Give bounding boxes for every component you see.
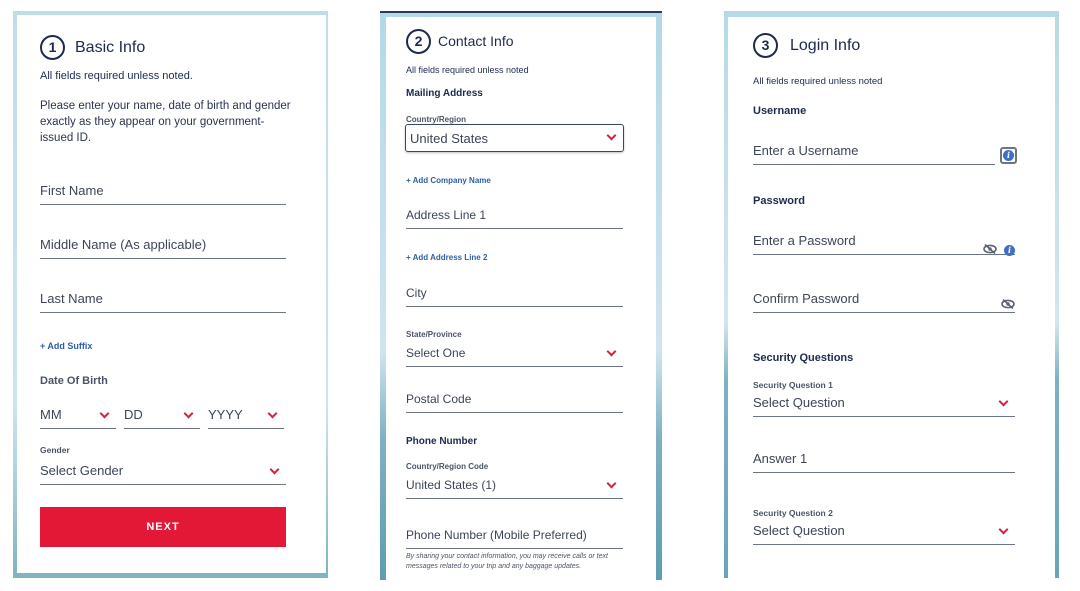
contact-info-title: Contact Info [438, 33, 514, 49]
chevron-down-icon [999, 525, 1009, 535]
dob-month-select[interactable] [40, 403, 116, 429]
city-input[interactable] [406, 281, 623, 307]
basic-info-title: Basic Info [75, 39, 146, 56]
phone-number-input[interactable] [406, 523, 623, 549]
login-info-title: Login Info [790, 37, 861, 54]
mailing-address-heading: Mailing Address [406, 88, 483, 99]
step-3-badge: 3 [753, 33, 778, 58]
first-name-placeholder: First Name [40, 183, 104, 198]
address-line-1-input[interactable] [406, 203, 623, 229]
state-value: Select One [406, 346, 466, 360]
add-company-link[interactable]: + Add Company Name [406, 176, 491, 185]
add-suffix-link[interactable]: + Add Suffix [40, 341, 93, 351]
contact-info-panel [380, 11, 662, 580]
phone-number-heading: Phone Number [406, 436, 478, 447]
question-2-label: Security Question 2 [753, 508, 833, 518]
phone-country-value: United States (1) [406, 478, 497, 492]
chevron-down-icon [999, 397, 1009, 407]
phone-disclaimer: By sharing your contact information, you may receive calls or text messages related to your trip and any baggage updates. [406, 553, 608, 570]
question-1-select[interactable] [753, 391, 1015, 417]
required-note: All fields required unless noted. [40, 70, 193, 82]
last-name-input[interactable] [40, 287, 286, 313]
login-info-panel [724, 11, 1059, 578]
dob-heading: Date Of Birth [40, 375, 108, 387]
login-info-card [728, 17, 1055, 578]
next-button[interactable]: NEXT [40, 507, 286, 547]
first-name-input[interactable] [40, 179, 286, 205]
password-placeholder: Enter a Password [753, 233, 856, 248]
username-input[interactable] [753, 139, 995, 165]
chevron-down-icon [184, 409, 194, 419]
step-2-badge: 2 [406, 29, 431, 54]
answer-1-input[interactable] [753, 447, 1015, 473]
question-2-value: Select Question [753, 523, 845, 538]
question-1-label: Security Question 1 [753, 380, 833, 390]
chevron-down-icon [270, 465, 280, 475]
state-select[interactable] [406, 341, 623, 367]
state-label: State/Province [406, 330, 462, 339]
gender-value: Select Gender [40, 463, 124, 478]
dob-year-select[interactable] [208, 403, 284, 429]
info-icon: i [1003, 150, 1014, 161]
dob-year-value: YYYY [208, 407, 243, 422]
panel-top-border [380, 11, 662, 13]
postal-code-placeholder: Postal Code [406, 392, 472, 406]
chevron-down-icon [100, 409, 110, 419]
confirm-password-placeholder: Confirm Password [753, 291, 860, 306]
basic-info-card [17, 15, 326, 573]
chevron-down-icon [607, 347, 617, 357]
city-placeholder: City [406, 286, 427, 300]
country-select[interactable] [405, 124, 624, 152]
question-1-value: Select Question [753, 395, 845, 410]
phone-country-select[interactable] [406, 473, 623, 499]
postal-code-input[interactable] [406, 387, 623, 413]
last-name-placeholder: Last Name [40, 291, 103, 306]
username-info-button[interactable] [1000, 147, 1017, 164]
dob-month-value: MM [40, 407, 62, 422]
instructions-text: Please enter your name, date of birth and gender exactly as they appear on your government-issued ID. [40, 100, 291, 144]
phone-number-placeholder: Phone Number (Mobile Preferred) [406, 528, 587, 542]
add-address-line-2-link[interactable]: + Add Address Line 2 [406, 253, 488, 262]
eye-off-icon[interactable] [1001, 299, 1015, 309]
answer-1-placeholder: Answer 1 [753, 451, 808, 466]
phone-country-label: Country/Region Code [406, 462, 489, 471]
username-placeholder: Enter a Username [753, 143, 859, 158]
required-note: All fields required unless noted [753, 76, 883, 87]
address-line-1-placeholder: Address Line 1 [406, 208, 487, 222]
basic-info-panel [13, 11, 328, 578]
middle-name-placeholder: Middle Name (As applicable) [40, 237, 207, 252]
country-value: United States [410, 131, 489, 146]
password-input[interactable] [753, 229, 1015, 255]
chevron-down-icon [268, 409, 278, 419]
security-questions-heading: Security Questions [753, 352, 854, 364]
step-1-badge: 1 [40, 35, 65, 60]
chevron-down-icon [607, 479, 617, 489]
dob-day-value: DD [124, 407, 143, 422]
contact-info-card [386, 17, 656, 580]
dob-day-select[interactable] [124, 403, 200, 429]
gender-label: Gender [40, 445, 70, 455]
confirm-password-input[interactable] [753, 287, 1015, 313]
password-heading: Password [753, 195, 805, 207]
question-2-select[interactable] [753, 519, 1015, 545]
chevron-down-icon [607, 131, 617, 141]
password-info-icon[interactable]: i [1004, 245, 1015, 256]
eye-off-icon[interactable] [983, 244, 997, 254]
username-heading: Username [753, 105, 807, 117]
required-note: All fields required unless noted [406, 65, 529, 75]
country-label: Country/Region [406, 115, 466, 124]
middle-name-input[interactable] [40, 233, 286, 259]
gender-select[interactable] [40, 459, 286, 485]
